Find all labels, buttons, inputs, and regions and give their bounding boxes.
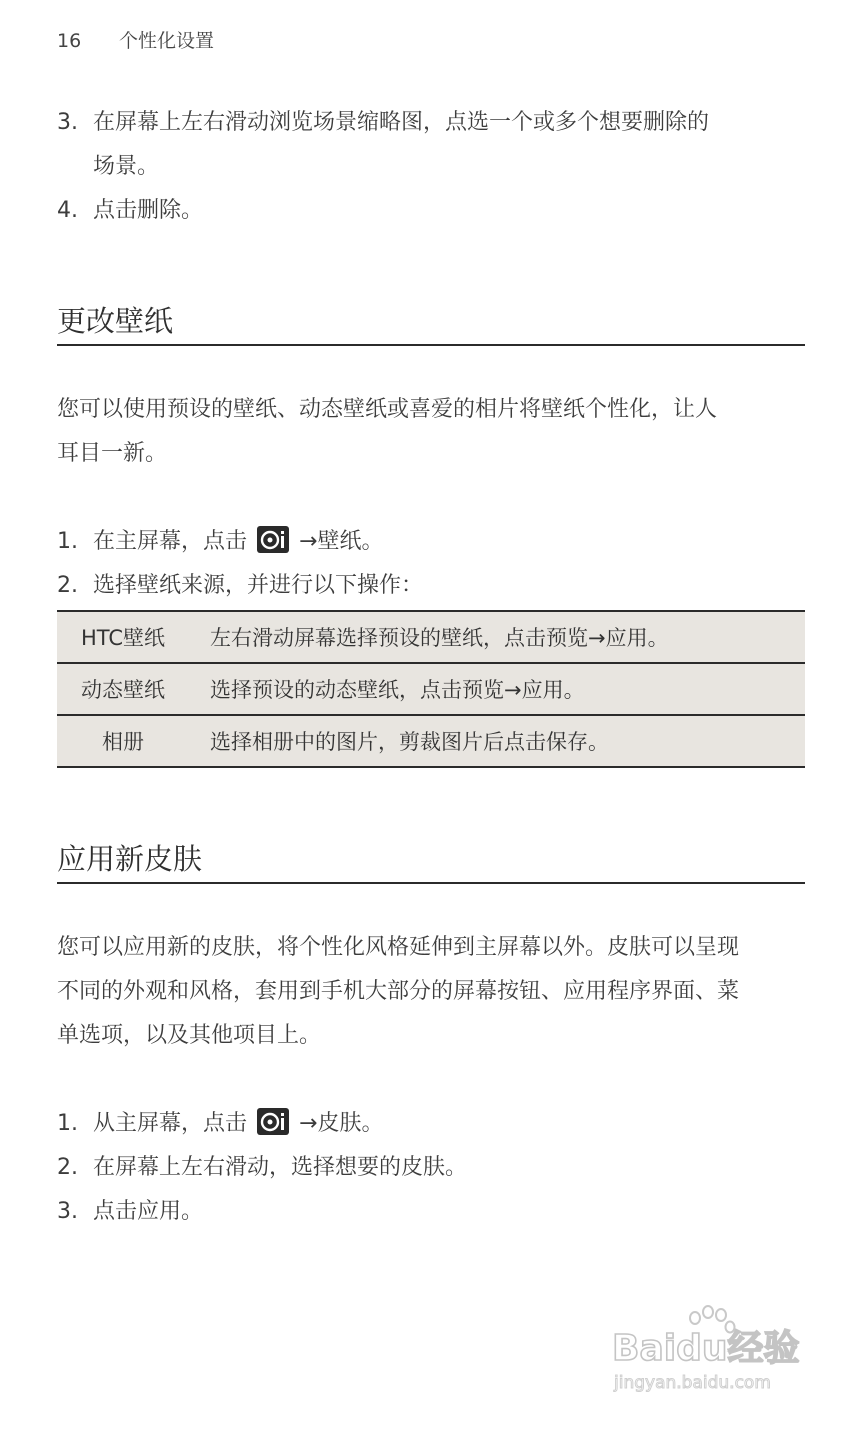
section-divider	[57, 882, 805, 884]
step-3-line2: 场景。	[93, 154, 160, 179]
skin-step-3	[57, 1190, 203, 1234]
wallpaper-action: 左右滑动屏幕选择预设的壁纸，点击预览→应用。	[189, 611, 805, 663]
skin-step-2	[57, 1146, 467, 1190]
watermark-brand: Baidu经验	[612, 1328, 800, 1369]
wallpaper-intro-line1: 您可以使用预设的壁纸、动态壁纸或喜爱的相片将壁纸个性化，让人	[57, 397, 718, 422]
step-text: 在屏幕上左右滑动，选择想要的皮肤。	[93, 1155, 468, 1180]
step-number: 4.	[57, 198, 78, 223]
step-4	[57, 189, 203, 233]
step-number: 1.	[57, 1111, 78, 1136]
skin-intro-line1: 您可以应用新的皮肤，将个性化风格延伸到主屏幕以外。皮肤可以呈现	[57, 935, 740, 960]
step-number: 2.	[57, 1155, 78, 1180]
step-number: 1.	[57, 529, 78, 554]
skin-step-1	[57, 1102, 383, 1146]
step-text: 从主屏幕，点击	[93, 1111, 248, 1136]
wallpaper-step-1	[57, 520, 383, 564]
wallpaper-source: 动态壁纸	[57, 663, 189, 715]
wallpaper-source: HTC壁纸	[57, 611, 189, 663]
section-title-skin: 应用新皮肤	[57, 842, 203, 876]
step-3-line1	[57, 101, 709, 145]
step-text: 选择壁纸来源，并进行以下操作：	[93, 573, 424, 598]
wallpaper-intro-line2: 耳目一新。	[57, 441, 168, 466]
section-divider	[57, 344, 805, 346]
step-text-suffix: →壁纸。	[299, 529, 384, 554]
wallpaper-source-table	[57, 610, 805, 768]
wallpaper-step-2	[57, 564, 423, 608]
page-header	[57, 26, 214, 53]
step-text: 点击删除。	[93, 198, 204, 223]
wallpaper-action: 选择预设的动态壁纸，点击预览→应用。	[189, 663, 805, 715]
page-number: 16	[57, 30, 82, 52]
wallpaper-source: 相册	[57, 715, 189, 767]
personalize-icon	[257, 1108, 289, 1135]
skin-intro-line2: 不同的外观和风格，套用到手机大部分的屏幕按钮、应用程序界面、菜	[57, 979, 740, 1004]
table-row	[57, 663, 805, 715]
chapter-title: 个性化设置	[119, 30, 215, 52]
watermark-url: jingyan.baidu.com	[614, 1373, 771, 1393]
step-text: 点击应用。	[93, 1199, 204, 1224]
step-number: 3.	[57, 110, 78, 135]
table-row	[57, 715, 805, 767]
watermark-logo	[612, 1300, 812, 1400]
step-number: 2.	[57, 573, 78, 598]
skin-intro-line3: 单选项，以及其他项目上。	[57, 1023, 322, 1048]
step-text: 在主屏幕，点击	[93, 529, 248, 554]
step-text: 在屏幕上左右滑动浏览场景缩略图，点选一个或多个想要删除的	[93, 110, 710, 135]
step-text-suffix: →皮肤。	[299, 1111, 384, 1136]
section-title-wallpaper: 更改壁纸	[57, 304, 174, 338]
table-row	[57, 611, 805, 663]
personalize-icon	[257, 526, 289, 553]
step-number: 3.	[57, 1199, 78, 1224]
wallpaper-action: 选择相册中的图片，剪裁图片后点击保存。	[189, 715, 805, 767]
baidu-jingyan-watermark	[612, 1300, 812, 1400]
